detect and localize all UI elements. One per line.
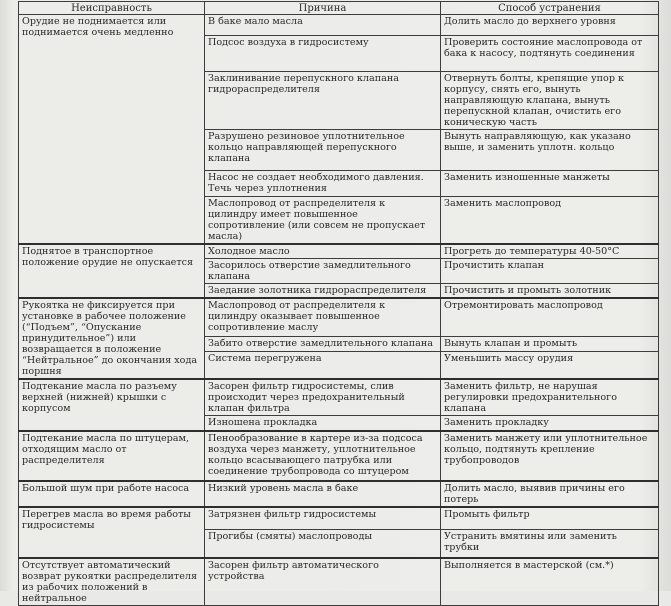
cause-cell: Маслопровод от распределителя к цилиндру имеет повышенное сопротивление (или совсем не пропускает масла) [205, 197, 441, 245]
remedy-cell: Отвернуть болты, крепящие упор к корпусу, снять его, вынуть направляющую клапана, вынуть перепускной клапан, очистить его коническую часть [441, 72, 659, 130]
remedy-cell: Прочистить и промыть золотник [441, 284, 659, 299]
header-cause: Причина [205, 2, 441, 15]
remedy-cell: Вынуть клапан и промыть [441, 336, 659, 351]
remedy-cell: Отремонтировать маслопровод [441, 298, 659, 336]
fault-cell: Рукоятка не фиксируется при установке в рабочее положение (“Подъем”, “Опускание принудительное”) или возвращается в положение “Нейтральное” до окончания хода поршня [19, 298, 205, 379]
remedy-cell: Промыть фильтр [441, 507, 659, 530]
cause-cell: Насос не создает необходимого давления. Течь через уплотнения [205, 171, 441, 197]
fault-cell: Перегрев масла во время работы гидросистемы [19, 507, 205, 558]
fault-cell: Подтекание масла по штуцерам, отходящим масло от распределителя [19, 431, 205, 481]
cause-cell: Холодное масло [205, 244, 441, 259]
cause-cell: Изношена прокладка [205, 416, 441, 431]
table-row [19, 298, 659, 336]
remedy-cell: Заменить манжету или уплотнительное кольцо, подтянуть крепление трубопроводов [441, 431, 659, 481]
cause-cell: Прогибы (смяты) маслопроводы [205, 530, 441, 558]
remedy-cell: Вынуть направляющую, как указано выше, и заменить уплотн. кольцо [441, 130, 659, 171]
cause-cell: Низкий уровень масла в баке [205, 481, 441, 507]
remedy-cell: Прогреть до температуры 40-50°С [441, 244, 659, 259]
cause-cell: Разрушено резиновое уплотнительное кольцо направляющей перепускного клапана [205, 130, 441, 171]
remedy-cell: Долить масло, выявив причины его потерь [441, 481, 659, 507]
fault-cell: Большой шум при работе насоса [19, 481, 205, 507]
header-remedy: Способ устранения [441, 2, 659, 15]
table-row [19, 481, 659, 507]
remedy-cell: Долить масло до верхнего уровня [441, 15, 659, 36]
remedy-cell: Заменить маслопровод [441, 197, 659, 245]
cause-cell: Маслопровод от распределителя к цилиндру оказывает повышенное сопротивление маслу [205, 298, 441, 336]
table-row [19, 558, 659, 606]
fault-cell: Орудие не поднимается или поднимается очень медленно [19, 15, 205, 245]
fault-cell: Отсутствует автоматический возврат рукоятки распределителя из рабочих положений в нейтральное [19, 558, 205, 606]
remedy-cell: Выполняется в мастерской (см.*) [441, 558, 659, 606]
cause-cell: Подсос воздуха в гидросистему [205, 36, 441, 72]
cause-cell: Засорен фильтр автоматического устройства [205, 558, 441, 606]
fault-cell: Подтекание масла по разъему верхней (нижней) крышки с корпусом [19, 379, 205, 431]
cause-cell: Засорен фильтр гидросистемы, слив происходит через предохранительный клапан фильтра [205, 379, 441, 416]
remedy-cell: Проверить состояние маслопровода от бака к насосу, подтянуть соединения [441, 36, 659, 72]
cause-cell: Засорилось отверстие замедлительного клапана [205, 259, 441, 284]
cause-cell: Затрязнен фильтр гидросистемы [205, 507, 441, 530]
remedy-cell: Заменить фильтр, не нарушая регулировки предохранительного клапана [441, 379, 659, 416]
table-row [19, 379, 659, 416]
header-fault: Неисправность [19, 2, 205, 15]
header-row [19, 2, 659, 15]
remedy-cell: Заменить изношенные манжеты [441, 171, 659, 197]
table-row [19, 15, 659, 36]
cause-cell: В баке мало масла [205, 15, 441, 36]
cause-cell: Заедание золотника гидрораспределителя [205, 284, 441, 299]
remedy-cell: Прочистить клапан [441, 259, 659, 284]
table-row [19, 244, 659, 259]
cause-cell: Система перегружена [205, 352, 441, 379]
troubleshooting-table [18, 1, 659, 606]
table-row [19, 507, 659, 530]
table-row [19, 431, 659, 481]
cause-cell: Забито отверстие замедлительного клапана [205, 336, 441, 351]
remedy-cell: Уменьшить массу орудия [441, 352, 659, 379]
cause-cell: Пенообразование в картере из-за подсоса воздуха через манжету, уплотнительное кольцо всасывающего патрубка или соединение трубопровода со штуцером [205, 431, 441, 481]
fault-cell: Поднятое в транспортное положение орудие не опускается [19, 244, 205, 298]
cause-cell: Заклинивание перепускного клапана гидрораспределителя [205, 72, 441, 130]
remedy-cell: Устранить вмятины или заменить трубки [441, 530, 659, 558]
remedy-cell: Заменить прокладку [441, 416, 659, 431]
